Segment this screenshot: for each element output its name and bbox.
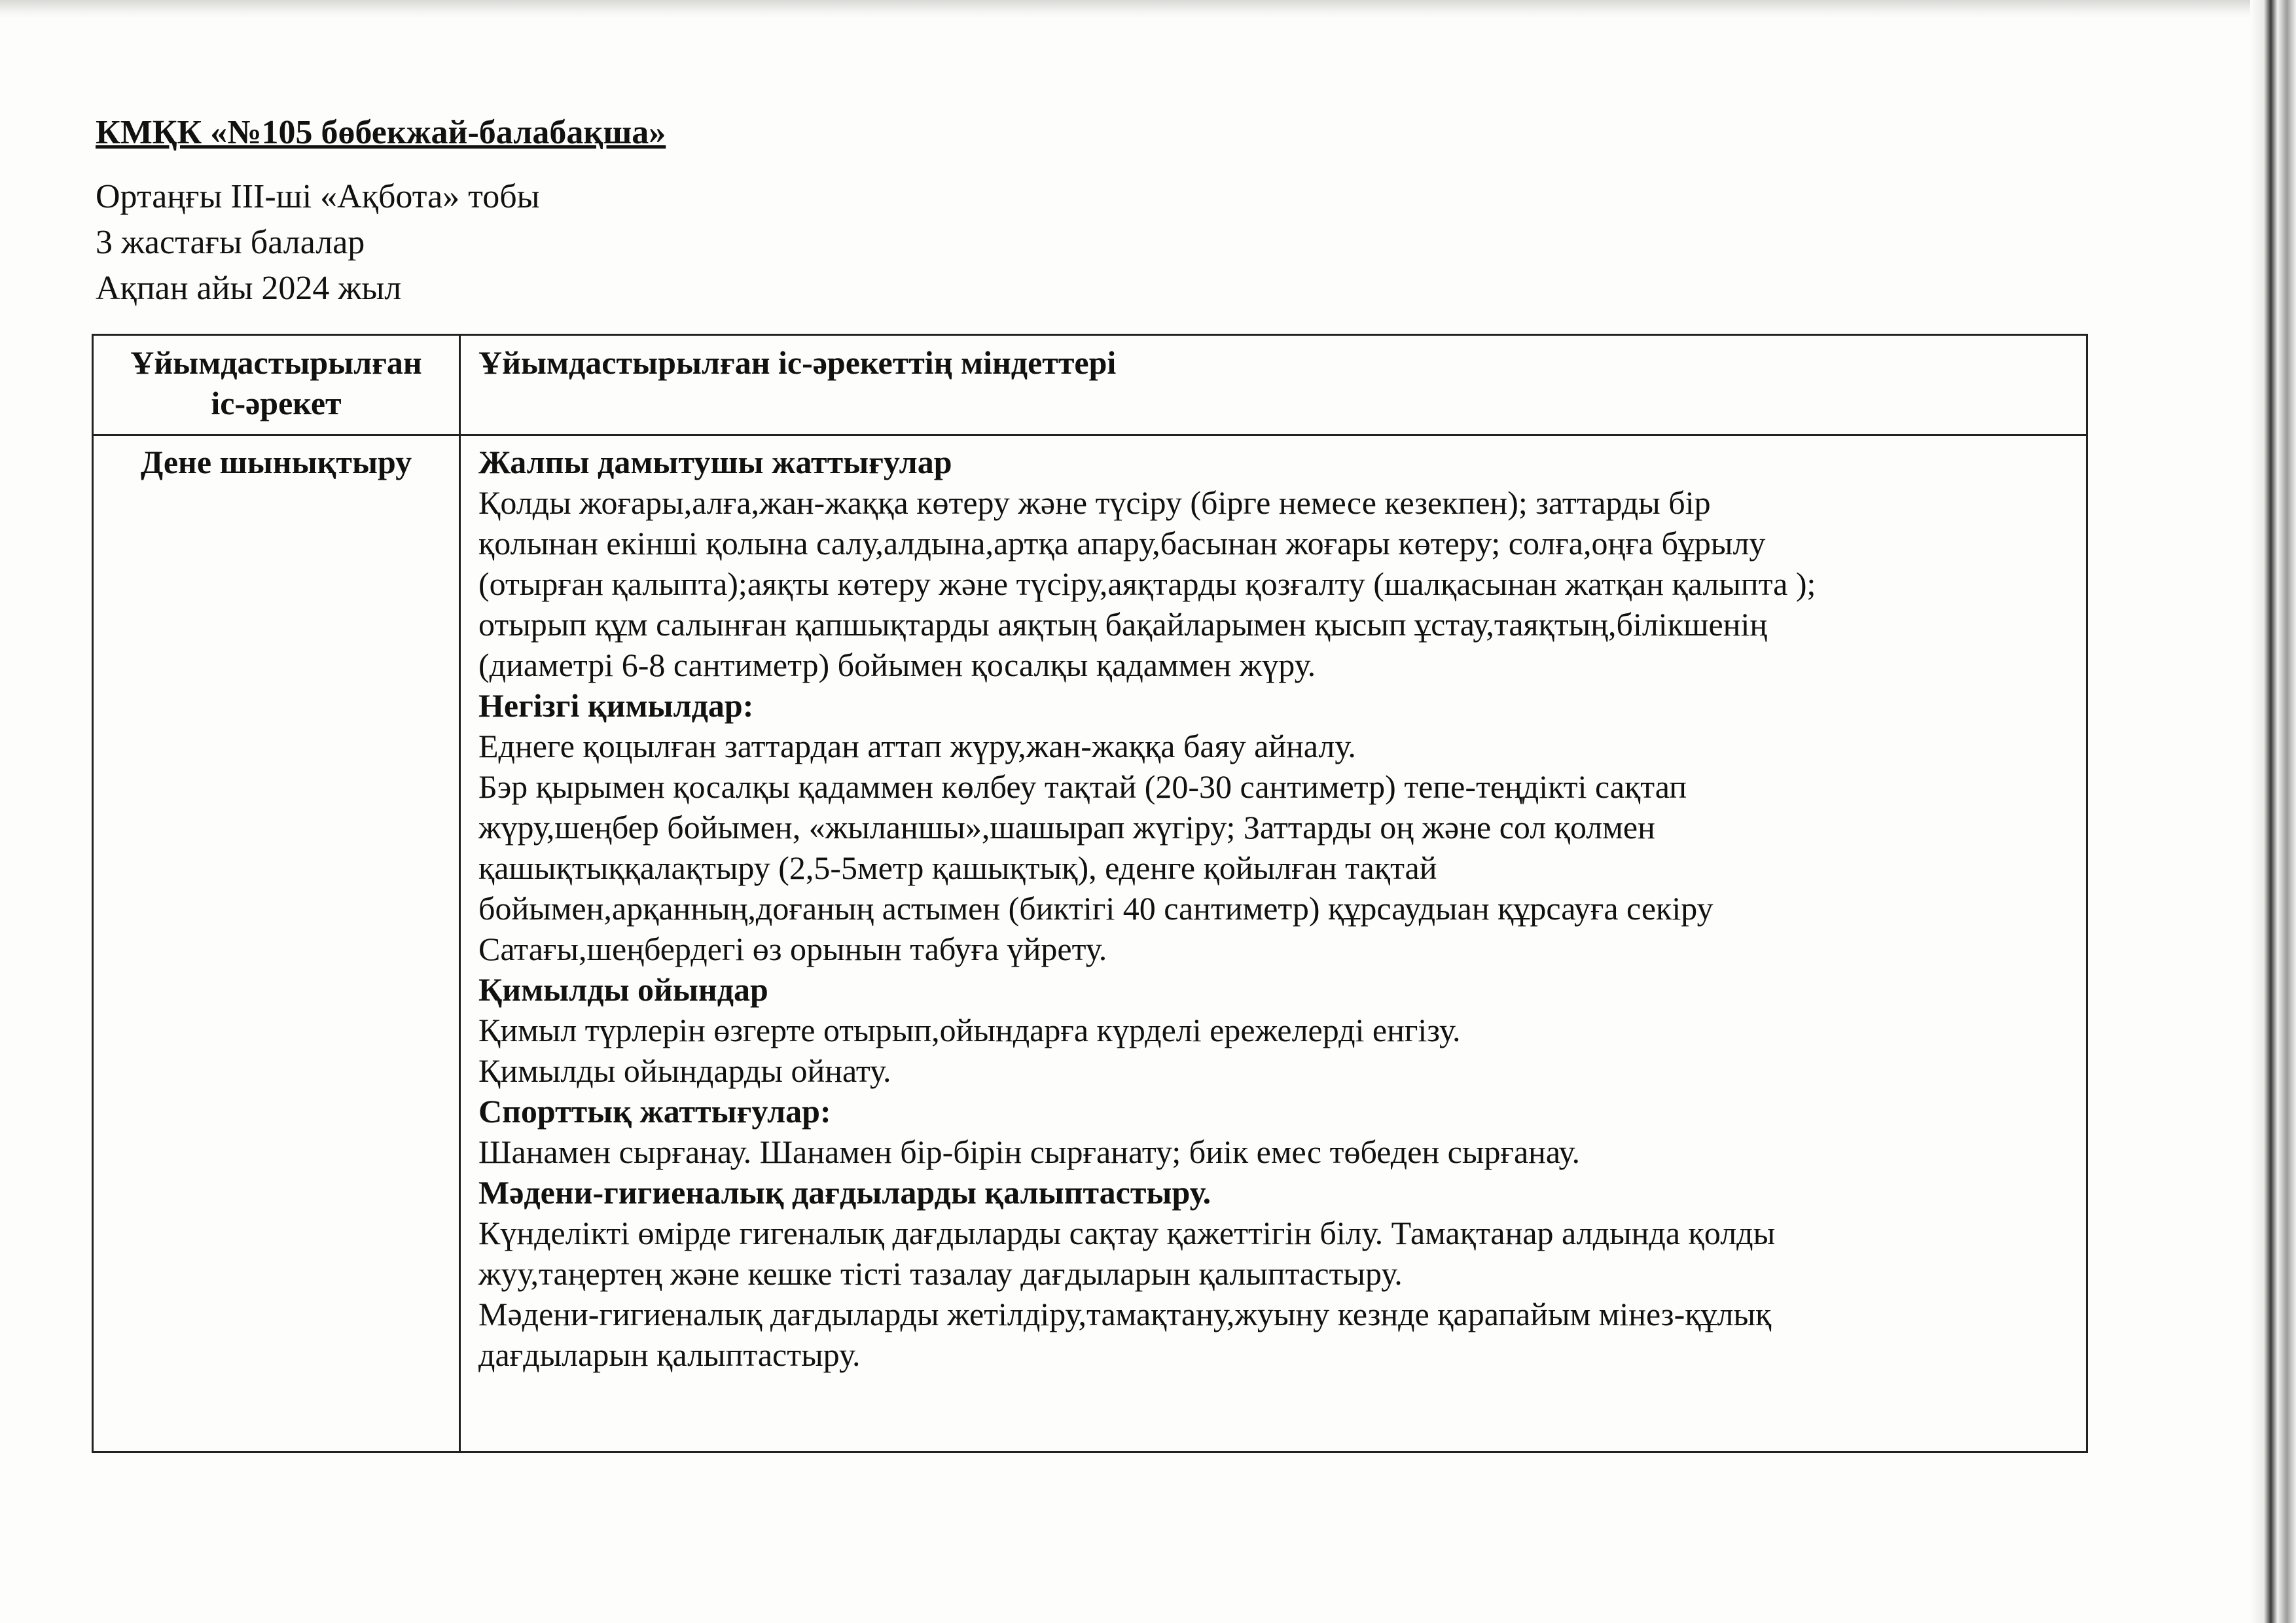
content-line: Еднеге қоцылған заттардан аттап жүру,жан-жаққа баяу айналу. xyxy=(478,728,1356,764)
section-heading: Негізгі қимылдар: xyxy=(478,687,754,724)
content-line: қашықтыққалақтыру (2,5-5метр қашықтық), еденге қойылған тақтай xyxy=(478,849,1437,886)
organization-title: КМҚК «№105 бөбекжай-балабақша» xyxy=(96,114,666,151)
content-line: Қолды жоғары,алға,жан-жаққа көтеру және түсіру (бірге немесе кезекпен); заттарды бір xyxy=(478,484,1711,521)
section-heading: Қимылды ойындар xyxy=(478,971,768,1008)
content-line: Шанамен сырғанау. Шанамен бір-бірін сырғанату; биік емес төбеден сырғанау. xyxy=(478,1133,1581,1170)
content-line: (отырған қалыпта);аяқты көтеру және түсіру,аяқтарды қозғалту (шалқасынан жатқан қалыпта ); xyxy=(478,565,1816,602)
activities-table xyxy=(92,334,2088,1453)
content-line: Қимылды ойындарды ойнату. xyxy=(478,1052,891,1089)
document-header xyxy=(96,110,666,312)
period: Ақпан айы 2024 жыл xyxy=(96,270,402,307)
column-header-activity: Ұйымдастырылған іс-әрекет xyxy=(130,344,422,421)
section-heading: Мәдени-гигиеналық дағдыларды қалыптастыру. xyxy=(478,1174,1211,1211)
scan-top-edge xyxy=(0,0,2251,18)
content-line: Күнделікті өмірде гигеналық дағдыларды сақтау қажеттігін білу. Тамақтанар алдында қолды xyxy=(478,1215,1776,1251)
column-divider xyxy=(459,336,461,1451)
content-line: жуу,таңертең және кешке тісті тазалау дағдыларын қалыптастыру. xyxy=(478,1255,1403,1292)
content-line: Мәдени-гигиеналық дағдыларды жетілдіру,тамақтану,жуыну кезнде қарапайым мінез-құлық xyxy=(478,1296,1772,1332)
age-group: 3 жастағы балалар xyxy=(96,224,365,261)
content-line: (диаметрі 6-8 сантиметр) бойымен қосалқы қадаммен жүру. xyxy=(478,647,1316,683)
content-line: дағдыларын қалыптастыру. xyxy=(478,1336,861,1373)
content-line: жүру,шеңбер бойымен, «жыланшы»,шашырап жүгіру; Заттарды оң және сол қолмен xyxy=(478,809,1655,846)
section-heading: Спорттық жаттығулар: xyxy=(478,1093,831,1130)
column-header-tasks: Ұйымдастырылған іс-әрекеттің міндеттері xyxy=(478,344,1117,381)
activity-name: Дене шынықтыру xyxy=(140,444,412,480)
content-line: Қимыл түрлерін өзгерте отырып,ойындарға күрделі ережелерді енгізу. xyxy=(478,1012,1461,1048)
section-heading: Жалпы дамытушы жаттығулар xyxy=(478,444,952,480)
content-line: Сатағы,шеңбердегі өз орынын табуға үйрету. xyxy=(478,931,1107,967)
content-line: қолынан екінші қолына салу,алдына,артқа апару,басынан жоғары көтеру; солға,оңға бұрылу xyxy=(478,525,1766,562)
scan-right-edge xyxy=(2250,0,2296,1623)
group-name: Ортаңғы ІІІ-ші «Ақбота» тобы xyxy=(96,178,540,215)
tasks-content xyxy=(478,442,2069,1375)
content-line: Бэр қырымен қосалқы қадаммен көлбеу тақтай (20-30 сантиметр) тепе-теңдікті сақтап xyxy=(478,768,1687,805)
content-line: бойымен,арқанның,доғаның астымен (биктігі 40 сантиметр) құрсаудыан құрсауға секіру xyxy=(478,890,1713,927)
header-divider xyxy=(94,434,2086,436)
content-line: отырып құм салынған қапшықтарды аяқтың бақайларымен қысып ұстау,таяқтың,білікшенің xyxy=(478,606,1768,643)
